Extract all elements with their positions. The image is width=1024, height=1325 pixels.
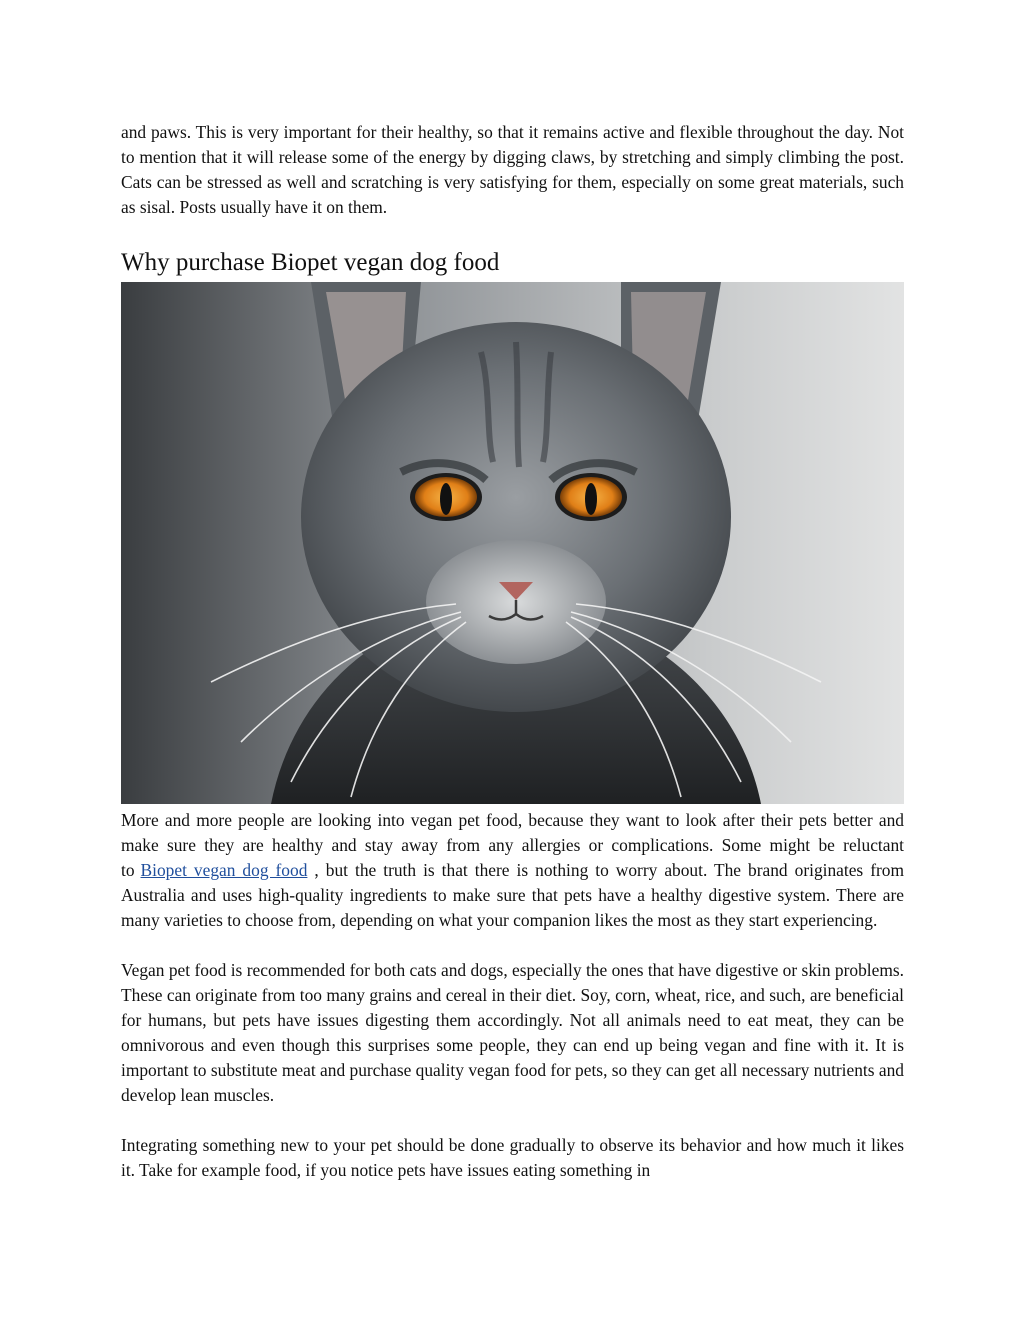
- biopet-vegan-dog-food-link[interactable]: Biopet vegan dog food: [140, 860, 308, 880]
- paragraph-integration: Integrating something new to your pet should be done gradually to observe its behavior and how much it likes it. Take for example food, if you notice pets have issues eating something in: [121, 1135, 904, 1180]
- paragraph-recommendation: Vegan pet food is recommended for both cats and dogs, especially the ones that have digestive or skin problems. These can originate from too many grains and cereal in their diet. Soy, corn, wheat, rice, and such, are beneficial for humans, but pets have issues digesting them accordingly. Not all animals need to eat meat, they can be omnivorous and even though this surprises some people, they can end up being vegan and fine with it. It is important to substitute meat and purchase quality vegan food for pets, so they can get all necessary nutrients and develop lean muscles.: [121, 960, 904, 1105]
- paragraph-intro: and paws. This is very important for their healthy, so that it remains active and flexible throughout the day. Not to mention that it will release some of the energy by digging claws, by stretching and simply climbing the post. Cats can be stressed as well and scratching is very satisfying for them, especially on some great materials, such as sisal. Posts usually have it on them.: [121, 122, 904, 217]
- paragraph-text-before-link: More and more people are looking into vegan pet food, because they want to look after their pets better and make sure they are healthy and stay away from any allergies or complications. Some might be reluctant to: [121, 810, 904, 880]
- document-page: [121, 120, 904, 1183]
- paragraph-text-after-link: , but the truth is that there is nothing to worry about. The brand originates from Australia and uses high-quality ingredients to make sure that pets have a healthy digestive system. There are many varieties to choose from, depending on what your companion likes the most as they start experiencing.: [121, 860, 905, 930]
- section-heading: Why purchase Biopet vegan dog food: [121, 249, 500, 276]
- cat-photo-icon: [121, 282, 904, 804]
- paragraph-vegan-interest: [121, 808, 904, 933]
